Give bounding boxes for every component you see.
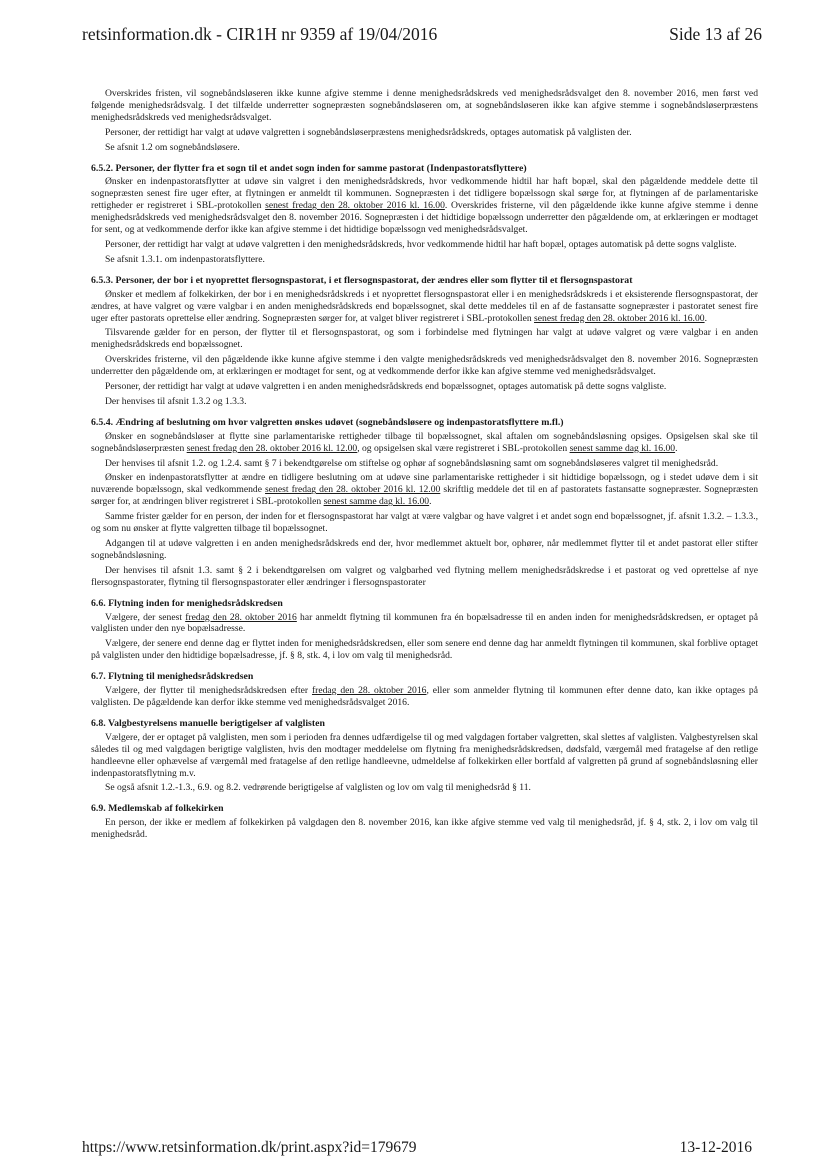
section-heading-6-5-4: 6.5.4. Ændring af beslutning om hvor valgretten ønskes udøvet (sognebåndsløsere og indenpastoratsflyttere m.fl.): [91, 416, 564, 428]
page-footer: [82, 1139, 752, 1157]
paragraph: Ønsker en indenpastoratsflytter at ændre en tidligere beslutning om at udøve sine parlamentariske rettigheder i sit hidtidige bopælssogn, og i stedet udøve dem i sit nuværende bopælssogn, skal vedkommende senest fredag den 28. oktober 2016 kl. 12.00 skriftlig meddele det til en af pastoratets fastansatte sognepræster. Sognepræsten sørger for, at ændringen bliver registreret i SBL-protokollen senest samme dag kl. 16.00.: [91, 472, 758, 508]
section-heading-6-8: 6.8. Valgbestyrelsens manuelle berigtigelser af valglisten: [91, 717, 325, 729]
paragraph: Vælgere, der er optaget på valglisten, men som i perioden fra dennes udfærdigelse til og med valgdagen fortaber valgretten, skal slettes af valglisten. Valgbestyrelsen skal således til og med valgdagen berigtige valglisten, hvis den modtager meddelelse om flytning fra menighedsrådskredsen, dødsfald, værgemål med fratagelse af den retlige handleevne eller ophævelse af værgemål med fratagelse af den retlige handleevne, udmeldelse af folkekirken eller bortfald af valgretten på grund af sognebåndsløsning eller indenpastoratsflytning m.v.: [91, 731, 758, 779]
paragraph: Vælgere, der senere end denne dag er flyttet inden for menighedsrådskredsen, eller som senere end denne dag har anmeldt flytningen til kommunen, skal forblive optaget på valglisten under den hidtidige bopælsadresse, jf. § 8, stk. 4, i lov om valg til menighedsråd.: [91, 638, 758, 662]
deadline-text: senest fredag den 28. oktober 2016 kl. 16.00: [534, 312, 705, 324]
paragraph: Der henvises til afsnit 1.3.2 og 1.3.3.: [105, 395, 247, 407]
paragraph: Samme frister gælder for en person, der inden for et flersognspastorat har valgt at være valgbar og have valgret i et andet sogn end bopælssognet, jf. afsnit 1.3.2. – 1.3.3., og som nu ønsker at flytte valgretten tilbage til bopælssognet.: [91, 511, 758, 535]
page-number: Side 13 af 26: [669, 24, 762, 44]
paragraph: Vælgere, der flytter til menighedsrådskredsen efter fredag den 28. oktober 2016, eller som anmelder flytning til kommunen efter denne dato, kan ikke optages på valglisten. De pågældende kan derfor ikke stemme ved menighedsrådsvalget 2016.: [91, 685, 758, 708]
print-date: 13-12-2016: [679, 1139, 752, 1156]
paragraph: Overskrides fristerne, vil den pågældende ikke kunne afgive stemme i den valgte menighedsrådskreds ved menighedsrådsvalget den 8. november 2016. Sognepræsten underretter den pågældende om, at erklæringen er modtaget for sent, og at vedkommende derfor ikke kan afgive stemme ved menighedsrådsvalget.: [91, 354, 758, 378]
section-heading-6-7: 6.7. Flytning til menighedsrådskredsen: [91, 671, 254, 683]
document-body: [91, 88, 758, 844]
deadline-text: senest samme dag kl. 16.00: [569, 442, 676, 454]
paragraph: Personer, der rettidigt har valgt at udøve valgretten i sognebåndsløserpræstens menighedsrådskreds, optages automatisk på valglisten der.: [105, 126, 632, 138]
paragraph: Se afsnit 1.3.1. om indenpastoratsflyttere.: [105, 253, 265, 265]
section-heading-6-5-3: 6.5.3. Personer, der bor i et nyoprettet flersognspastorat, i et flersognspastorat, der ændres eller som flytter til et flersognspastorat: [91, 274, 633, 286]
deadline-text: fredag den 28. oktober 2016: [185, 611, 297, 623]
paragraph: Ønsker en sognebåndsløser at flytte sine parlamentariske rettigheder tilbage til bopælssognet, skal aftalen om sognebåndsløsning opsiges. Opsigelsen skal ske til sognebåndsløserpræsten senest fredag den 28. oktober 2016 kl. 12.00, og opsigelsen skal være registreret i SBL-protokollen senest samme dag kl. 16.00.: [91, 430, 758, 454]
paragraph: Tilsvarende gælder for en person, der flytter til et flersognspastorat, og som i forbindelse med flytningen har valgt at udøve valgret og være valgbar i en anden menighedsrådskreds end bopælssognet.: [91, 327, 758, 351]
paragraph: Der henvises til afsnit 1.3. samt § 2 i bekendtgørelsen om valgret og valgbarhed ved flytning mellem menighedsrådskredse i et pastorat og ved oprettelse af nye flersognspastorater, flytning til flersognspastorater eller ændringer i flersognspastorater: [91, 564, 758, 588]
page-header: [82, 24, 762, 45]
paragraph: En person, der ikke er medlem af folkekirken på valgdagen den 8. november 2016, kan ikke afgive stemme ved valg til menighedsråd, jf. § 4, stk. 2, i lov om valg til menighedsråd.: [91, 817, 758, 841]
paragraph: Der henvises til afsnit 1.2. og 1.2.4. samt § 7 i bekendtgørelse om stiftelse og ophør af sognebåndsløsning samt om sognebåndsløseres valgret til menighedsråd.: [105, 457, 719, 469]
deadline-text: senest fredag den 28. oktober 2016 kl. 12.00: [186, 442, 358, 454]
deadline-text: senest fredag den 28. oktober 2016 kl. 16.00: [265, 200, 445, 212]
deadline-text: senest fredag den 28. oktober 2016 kl. 12.00: [265, 484, 441, 496]
paragraph: Personer, der rettidigt har valgt at udøve valgretten i en anden menighedsrådskreds end bopælssognet, optages automatisk på dette sogns valgliste.: [105, 381, 667, 393]
paragraph: Se afsnit 1.2 om sognebåndsløsere.: [105, 141, 240, 153]
paragraph: Ønsker et medlem af folkekirken, der bor i en menighedsrådskreds i et nyoprettet flersognspastorat eller i en menighedsrådskreds i et eksisterende flersognspastorat, der ændres, at have valgret og være valgbar i en anden menighedsrådskreds end bopælssognet, skal dette meddeles til en af de fastansatte sognepræster i pastoratet senest fire uger efter pastorats oprettelse eller ændring. Sognepræsten sørger for, at valget bliver registreret i SBL-protokollen senest fredag den 28. oktober 2016 kl. 16.00.: [91, 288, 758, 324]
deadline-text: fredag den 28. oktober 2016: [311, 685, 427, 697]
paragraph: Ønsker en indenpastoratsflytter at udøve sin valgret i den menighedsrådskreds, hvor vedkommende hidtil har haft bopæl, skal den pågældende meddele dette til sognepræsten senest fire uger efter, at flytningen er anmeldt til kommunen. Sognepræsten i det tidligere bopælssogn skal sørge for, at flytningen af de parlamentariske rettigheder er registreret i SBL-protokollen senest fredag den 28. oktober 2016 kl. 16.00. Overskrides fristerne, vil den pågældende ikke kunne afgive stemme i denne menighedsrådskreds ved menighedsrådsvalget den 8. november 2016. Sognepræsten i det hidtidige bopælssogn underretter den pågældende om, at erklæringen er modtaget for sent, og at vedkommende derfor ikke kan afgive stemme i det hidtidige bopælssogn ved menighedsrådsvalget.: [91, 176, 758, 236]
paragraph: Se også afsnit 1.2.-1.3., 6.9. og 8.2. vedrørende berigtigelse af valglisten og lov om valg til menighedsråd § 11.: [105, 782, 531, 794]
paragraph: Vælgere, der senest fredag den 28. oktober 2016 har anmeldt flytning til kommunen fra én bopælsadresse til en anden inden for menighedsrådskredsen, er optaget på valglisten under den nye bopælsadresse.: [91, 611, 758, 635]
deadline-text: senest samme dag kl. 16.00: [323, 496, 430, 508]
paragraph: Overskrides fristen, vil sognebåndsløseren ikke kunne afgive stemme i denne menighedsrådskreds ved menighedsrådsvalget den 8. november 2016, men først ved følgende menighedsrådsvalg. I det tilfælde underretter sognepræsten sognebåndsløseren om, at sognebåndsløseren ikke kan afgive stemme i sognebåndsløserpræstens menighedsrådskreds ved menighedsrådsvalget.: [91, 88, 758, 123]
section-heading-6-9: 6.9. Medlemskab af folkekirken: [91, 803, 224, 815]
paragraph: Personer, der rettidigt har valgt at udøve valgretten i den menighedsrådskreds, hvor vedkommende hidtil har haft bopæl, optages automatisk på dette sogns valgliste.: [105, 238, 737, 250]
section-heading-6-5-2: 6.5.2. Personer, der flytter fra et sogn til et andet sogn inden for samme pastorat (Indenpastoratsflyttere): [91, 162, 527, 174]
source-url: https://www.retsinformation.dk/print.aspx?id=179679: [82, 1139, 417, 1156]
section-heading-6-6: 6.6. Flytning inden for menighedsrådskredsen: [91, 597, 283, 609]
paragraph: Adgangen til at udøve valgretten i en anden menighedsrådskreds end der, hvor medlemmet aktuelt bor, ophører, når medlemmet flytter til et andet pastorat eller stifter sognebåndsløsning.: [91, 538, 758, 561]
document-title: retsinformation.dk - CIR1H nr 9359 af 19/04/2016: [82, 24, 438, 44]
